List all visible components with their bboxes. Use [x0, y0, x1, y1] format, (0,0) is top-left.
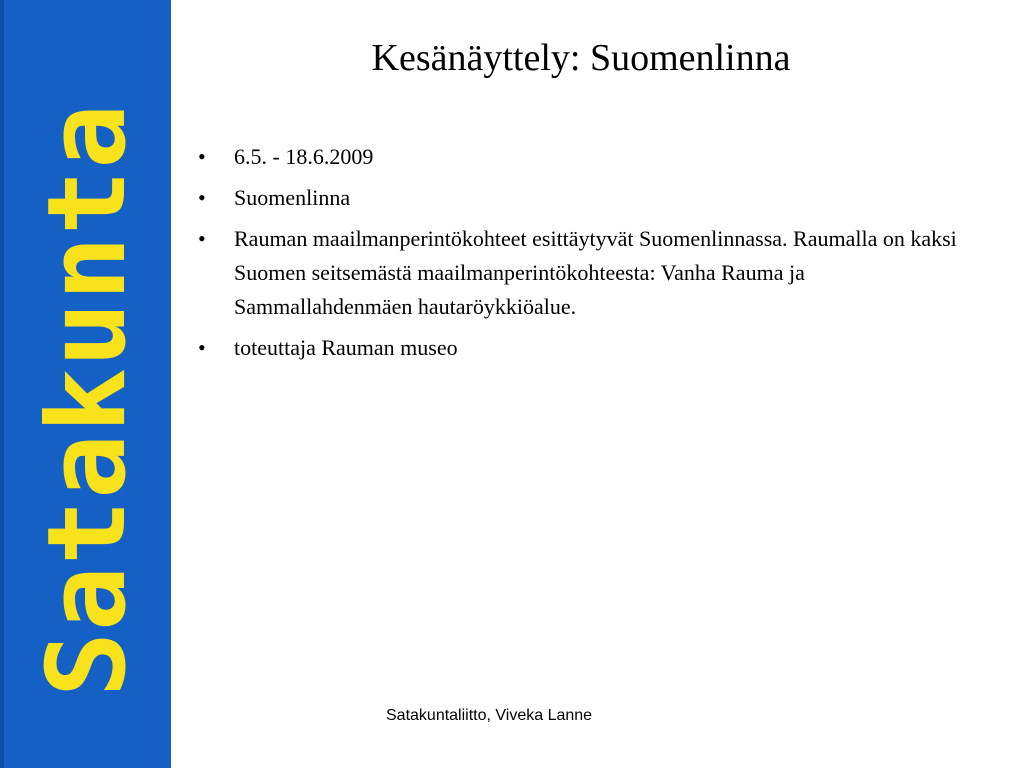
bullet-dot-icon: •	[198, 185, 206, 210]
bullet-item-location	[198, 181, 978, 215]
slide-footer: Satakuntaliitto, Viveka Lanne	[386, 707, 593, 724]
bullet-list	[198, 140, 978, 372]
slide-title: Kesänäyttely: Suomenlinna	[371, 37, 791, 79]
sidebar-logo-panel	[0, 0, 171, 768]
bullet-text: toteuttaja Rauman museo	[234, 335, 458, 360]
bullet-text: 6.5. - 18.6.2009	[234, 144, 374, 169]
sidebar-edge	[0, 0, 4, 768]
bullet-dot-icon: •	[198, 226, 206, 251]
bullet-dot-icon: •	[198, 335, 206, 360]
bullet-text: Rauman maailmanperintökohteet esittäytyvät Suomenlinnassa. Raumalla on kaksi Suomen seitsemästä maailmanperintökohteesta: Vanha Rauma ja Sammallahdenmäen hautaröykkiöalue.	[234, 226, 957, 319]
bullet-dot-icon: •	[198, 144, 206, 169]
bullet-text: Suomenlinna	[234, 185, 351, 210]
bullet-item-description	[198, 222, 978, 324]
bullet-item-dates	[198, 140, 978, 174]
satakunta-logo-text: Satakunta	[25, 102, 150, 698]
bullet-item-organizer	[198, 331, 978, 365]
